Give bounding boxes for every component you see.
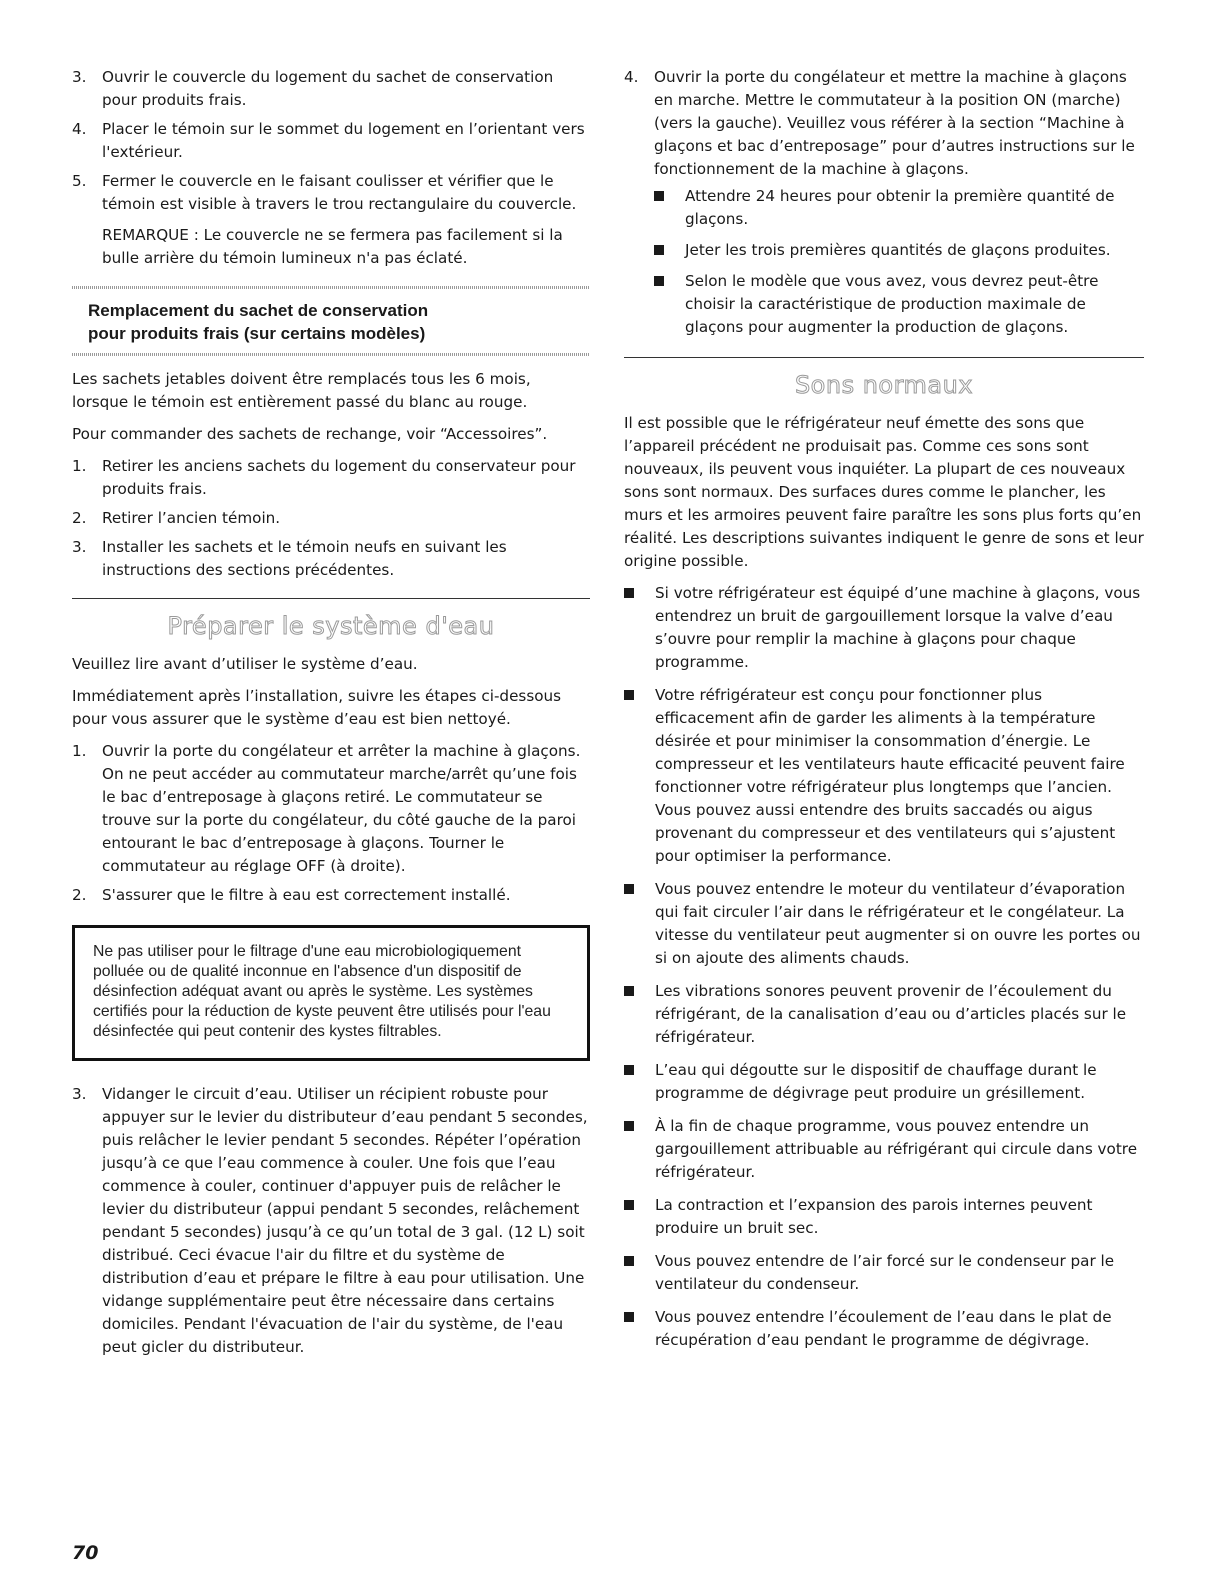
paragraph: Pour commander des sachets de rechange, voir “Accessoires”. bbox=[72, 425, 548, 443]
bullet-square-icon bbox=[654, 191, 664, 201]
subheading-line: Remplacement du sachet de conservation bbox=[88, 301, 429, 320]
bullet-square-icon bbox=[624, 1312, 634, 1322]
list-item bbox=[72, 507, 590, 530]
bullet-text: Vous pouvez entendre le moteur du ventilateur d’évaporation qui fait circuler l’air dans le réfrigérateur et le congélateur. La vitesse du ventilateur peut augmenter si on ouvre les portes ou si on ajoute des aliments chauds. bbox=[655, 880, 1141, 967]
list-item bbox=[72, 884, 590, 907]
left-column bbox=[72, 66, 590, 1365]
bullet-item bbox=[624, 582, 1144, 674]
bullet-item bbox=[624, 1115, 1144, 1184]
bullet-square-icon bbox=[624, 588, 634, 598]
bullet-text: Votre réfrigérateur est conçu pour fonctionner plus efficacement afin de garder les aliments à la température désirée et pour minimiser la consommation d’énergie. Le compresseur et les ventilateurs haute efficacité peuvent faire fonctionner votre réfrigérateur plus longtemps que l’ancien. Vous pouvez aussi entendre des bruits saccadés ou aigus provenant du compresseur et des ventilateurs qui s’ajustent pour optimiser la performance. bbox=[655, 686, 1125, 865]
list-item bbox=[72, 66, 590, 112]
right-column bbox=[624, 66, 1144, 1362]
bullet-text: Attendre 24 heures pour obtenir la première quantité de glaçons. bbox=[685, 187, 1115, 228]
paragraph: Les sachets jetables doivent être remplacés tous les 6 mois, lorsque le témoin est entièrement passé du blanc au rouge. bbox=[72, 370, 531, 411]
section-rule bbox=[624, 357, 1144, 358]
list-item bbox=[72, 536, 590, 582]
step-number: 3. bbox=[72, 68, 87, 86]
bullet-text: Jeter les trois premières quantités de glaçons produites. bbox=[685, 241, 1111, 259]
step-text: Vidanger le circuit d’eau. Utiliser un récipient robuste pour appuyer sur le levier du distributeur d’eau pendant 5 secondes, puis relâcher le levier pendant 5 secondes. Répéter l’opération jusqu’à ce que l’eau commence à couler. Une fois que l’eau commence à couler, continuer d'appuyer puis de relâcher le levier du distributeur (appui pendant 5 secondes, relâchement pendant 5 secondes) jusqu’à ce qu’un total de 3 gal. (12 L) soit distribué. Ceci évacue l'air du filtre et du système de distribution d’eau et prépare le filtre à eau pour utilisation. Une vidange supplémentaire peut être nécessaire dans certains domiciles. Pendant l'évacuation de l'air du système, de l'eau peut gicler du distributeur. bbox=[102, 1085, 588, 1356]
bullet-square-icon bbox=[654, 276, 664, 286]
bullet-item bbox=[654, 239, 1144, 262]
bullet-text: L’eau qui dégoutte sur le dispositif de chauffage durant le programme de dégivrage peut produire un grésillement. bbox=[655, 1061, 1097, 1102]
paragraph: Immédiatement après l’installation, suivre les étapes ci-dessous pour vous assurer que le système d’eau est bien nettoyé. bbox=[72, 687, 562, 728]
bullet-text: Si votre réfrigérateur est équipé d’une machine à glaçons, vous entendrez un bruit de gargouillement lorsque la valve d’eau s’ouvre pour remplir la machine à glaçons pour chaque programme. bbox=[655, 584, 1141, 671]
bullet-text: Vous pouvez entendre de l’air forcé sur le condenseur par le ventilateur du condenseur. bbox=[655, 1252, 1115, 1293]
paragraph: Il est possible que le réfrigérateur neuf émette des sons que l’appareil précédent ne produisait pas. Comme ces sons sont nouveaux, ils peuvent vous inquiéter. La plupart de ces nouveaux sons sont normaux. Des surfaces dures comme le plancher, les murs et les armoires peuvent faire paraître les sons plus forts qu’en réalité. Les descriptions suivantes indiquent le genre de sons et leur origine possible. bbox=[624, 414, 1144, 570]
warning-box bbox=[72, 925, 590, 1061]
bullet-item bbox=[624, 1059, 1144, 1105]
bullet-item bbox=[624, 878, 1144, 970]
bullet-square-icon bbox=[624, 884, 634, 894]
list-item bbox=[72, 455, 590, 501]
bullet-text: Vous pouvez entendre l’écoulement de l’eau dans le plat de récupération d’eau pendant le programme de dégivrage. bbox=[655, 1308, 1112, 1349]
step-text: Retirer l’ancien témoin. bbox=[102, 509, 281, 527]
section-title: Sons normaux bbox=[794, 371, 974, 399]
step-text: Retirer les anciens sachets du logement du conservateur pour produits frais. bbox=[102, 457, 576, 498]
bullet-item bbox=[624, 684, 1144, 868]
step-text: S'assurer que le filtre à eau est correctement installé. bbox=[102, 886, 511, 904]
note-text: REMARQUE : Le couvercle ne se fermera pas facilement si la bulle arrière du témoin lumineux n'a pas éclaté. bbox=[102, 226, 563, 267]
step-text: Installer les sachets et le témoin neufs en suivant les instructions des sections précédentes. bbox=[102, 538, 507, 579]
bullet-text: Selon le modèle que vous avez, vous devrez peut-être choisir la caractéristique de production maximale de glaçons pour augmenter la production de glaçons. bbox=[685, 272, 1099, 336]
step-text: Ouvrir la porte du congélateur et mettre la machine à glaçons en marche. Mettre le commutateur à la position ON (marche) (vers la gauche). Veuillez vous référer à la section “Machine à glaçons et bac d’entreposage” pour d’autres instructions sur le fonctionnement de la machine à glaçons. bbox=[654, 68, 1135, 178]
bullet-square-icon bbox=[624, 986, 634, 996]
subheading bbox=[72, 289, 590, 353]
bullet-square-icon bbox=[654, 245, 664, 255]
bullet-text: Les vibrations sonores peuvent provenir de l’écoulement du réfrigérant, de la canalisation d’eau ou d’articles placés sur le réfrigérateur. bbox=[655, 982, 1127, 1046]
bullet-item bbox=[624, 980, 1144, 1049]
bullet-square-icon bbox=[624, 1256, 634, 1266]
step-text: Ouvrir le couvercle du logement du sachet de conservation pour produits frais. bbox=[102, 68, 554, 109]
list-item bbox=[624, 66, 1144, 347]
bullet-square-icon bbox=[624, 1121, 634, 1131]
list-item bbox=[72, 1083, 590, 1359]
step-number: 2. bbox=[72, 509, 87, 527]
step-number: 3. bbox=[72, 538, 87, 556]
step-number: 4. bbox=[624, 68, 639, 86]
step-number: 1. bbox=[72, 742, 87, 760]
step-text: Placer le témoin sur le sommet du logement en l’orientant vers l'extérieur. bbox=[102, 120, 585, 161]
bullet-text: La contraction et l’expansion des parois internes peuvent produire un bruit sec. bbox=[655, 1196, 1093, 1237]
list-item bbox=[72, 170, 590, 270]
step-text: Fermer le couvercle en le faisant coulisser et vérifier que le témoin est visible à travers le trou rectangulaire du couvercle. bbox=[102, 172, 577, 213]
step-number: 4. bbox=[72, 120, 87, 138]
step-number: 5. bbox=[72, 172, 87, 190]
bullet-item bbox=[624, 1250, 1144, 1296]
subheading-line: pour produits frais (sur certains modèles) bbox=[88, 324, 426, 343]
section-rule bbox=[72, 598, 590, 599]
bullet-square-icon bbox=[624, 690, 634, 700]
bullet-list bbox=[624, 582, 1144, 1352]
bullet-item bbox=[654, 185, 1144, 231]
section-title: Préparer le système d'eau bbox=[167, 612, 495, 640]
warning-text: Ne pas utiliser pour le filtrage d'une eau microbiologiquement polluée ou de qualité inconnue en l'absence d'un dispositif de désinfection adéquat avant ou après le système. Les systèmes certifiés pour la réduction de kyste peuvent être utilisés pour l'eau désinfectée qui peut contenir des kystes filtrables. bbox=[93, 943, 551, 1040]
step-number: 3. bbox=[72, 1085, 87, 1103]
bullet-square-icon bbox=[624, 1065, 634, 1075]
list-item bbox=[72, 118, 590, 164]
step-number: 1. bbox=[72, 457, 87, 475]
paragraph: Veuillez lire avant d’utiliser le système d’eau. bbox=[72, 655, 418, 673]
bullet-text: À la fin de chaque programme, vous pouvez entendre un gargouillement attribuable au réfrigérant qui circule dans votre réfrigérateur. bbox=[655, 1117, 1138, 1181]
bullet-item bbox=[624, 1194, 1144, 1240]
list-item bbox=[72, 740, 590, 878]
page-number: 70 bbox=[72, 1542, 99, 1564]
step-number: 2. bbox=[72, 886, 87, 904]
bullet-list bbox=[654, 185, 1144, 339]
bullet-square-icon bbox=[624, 1200, 634, 1210]
bullet-item bbox=[624, 1306, 1144, 1352]
bullet-item bbox=[654, 270, 1144, 339]
step-text: Ouvrir la porte du congélateur et arrêter la machine à glaçons. On ne peut accéder au commutateur marche/arrêt qu’une fois le bac d’entreposage à glaçons retiré. Le commutateur se trouve sur la porte du congélateur, du côté gauche de la paroi entourant le bac d’entreposage à glaçons. Tourner le commutateur au réglage OFF (à droite). bbox=[102, 742, 581, 875]
